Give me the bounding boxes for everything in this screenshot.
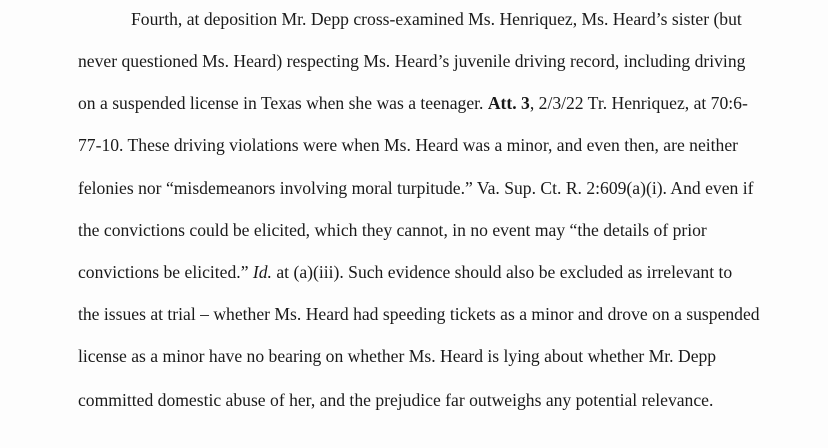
line-1-text: Fourth, at deposition Mr. Depp cross-examined Ms. Henriquez, Ms. Heard’s sister (but	[131, 9, 742, 29]
paragraph-line-8	[78, 303, 760, 325]
line-7-text-after: at (a)(iii). Such evidence should also be excluded as irrelevant to	[271, 262, 733, 282]
line-9-text: license as a minor have no bearing on whether Ms. Heard is lying about whether Mr. Depp	[78, 346, 717, 366]
paragraph-line-4	[78, 134, 738, 156]
line-6-text: the convictions could be elicited, which they cannot, in no event may “the details of prior	[78, 220, 707, 240]
id-citation: Id.	[252, 262, 272, 282]
paragraph-line-1	[131, 8, 742, 30]
paragraph-line-2	[78, 50, 745, 72]
line-8-text: the issues at trial – whether Ms. Heard had speeding tickets as a minor and drove on a suspended	[78, 304, 760, 324]
line-5-text: felonies nor “misdemeanors involving moral turpitude.” Va. Sup. Ct. R. 2:609(a)(i). And even if	[78, 178, 754, 198]
paragraph-line-5	[78, 177, 753, 199]
paragraph-line-3	[78, 92, 748, 114]
exhibit-reference: Att. 3	[487, 93, 530, 113]
paragraph-line-10	[78, 389, 713, 411]
paragraph-line-9	[78, 345, 716, 367]
line-3-text-before: on a suspended license in Texas when she was a teenager.	[78, 93, 488, 113]
paragraph-line-6	[78, 219, 707, 241]
paragraph-line-7	[78, 261, 732, 283]
line-10-text: committed domestic abuse of her, and the prejudice far outweighs any potential relevance.	[78, 390, 714, 410]
line-3-text-after: , 2/3/22 Tr. Henriquez, at 70:6-	[529, 93, 748, 113]
line-7-text-before: convictions be elicited.”	[78, 262, 253, 282]
line-2-text: never questioned Ms. Heard) respecting Ms. Heard’s juvenile driving record, including driving	[78, 51, 746, 71]
line-4-text: 77-10. These driving violations were when Ms. Heard was a minor, and even then, are neither	[78, 135, 739, 155]
